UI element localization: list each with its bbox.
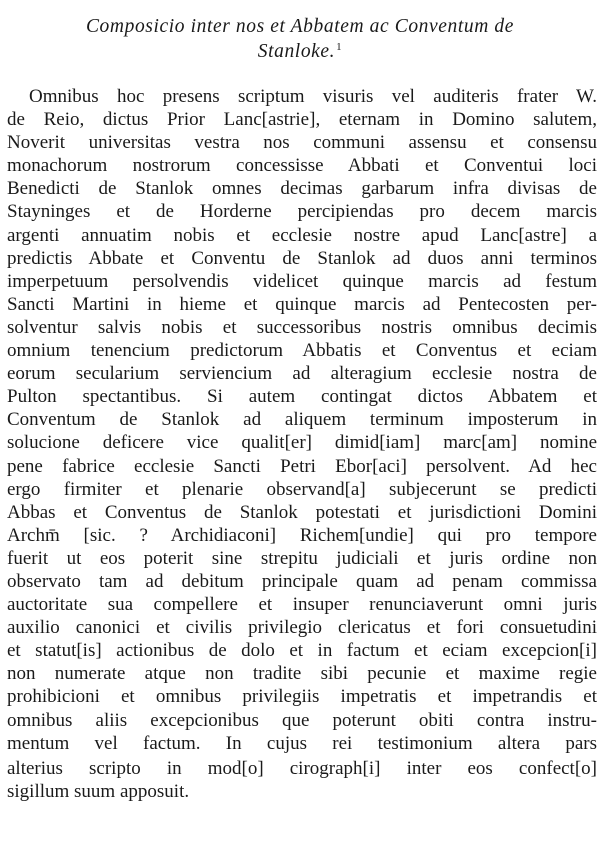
text-line: omnibus aliis excepcionibus que poterunt obiti contra instru- [7, 709, 597, 731]
text-line: Sancti Martini in hieme et quinque marcis ad Pentecosten per- [7, 293, 597, 315]
text-line: fuerit ut eos poterit sine strepitu judiciali et juris ordine non [7, 547, 597, 569]
document-heading [0, 14, 600, 64]
footnote-marker: 1 [336, 41, 343, 53]
text-line: de Reio, dictus Prior Lanc[astrie], eternam in Domino salutem, [7, 109, 597, 131]
text-line: prohibicioni et omnibus privilegiis impetratis et impetrandis et [7, 686, 597, 708]
text-line: eorum secularium serviencium ad alteragium ecclesie nostra de [7, 363, 597, 385]
text-line: observato tam ad debitum principale quam ad penam commissa [7, 570, 597, 592]
heading-line-1: Composicio inter nos et Abbatem ac Conventum de [85, 16, 515, 37]
text-line: Conventum de Stanlok ad aliquem terminum imposterum in [7, 409, 597, 431]
text-line: Archm̄ [sic. ? Archidiaconi] Richem[undie] qui pro tempore [7, 524, 597, 546]
text-line: argenti annuatim nobis et ecclesie nostre apud Lanc[astre] a [7, 224, 597, 246]
text-line: monachorum nostrorum concessisse Abbati et Conventui loci [7, 155, 597, 177]
text-line: Stayninges et de Horderne percipiendas pro decem marcis [7, 201, 597, 223]
heading-line-2 [0, 39, 600, 64]
text-line: Pulton spectantibus. Si autem contingat dictos Abbatem et [7, 386, 597, 408]
text-line: pene fabrice ecclesie Sancti Petri Ebor[aci] persolvent. Ad hec [7, 455, 597, 477]
text-line: ergo firmiter et plenarie observand[a] subjecerunt se predicti [7, 478, 597, 500]
text-line: Benedicti de Stanlok omnes decimas garbarum infra divisas de [7, 178, 597, 200]
text-line: Noverit universitas vestra nos communi assensu et consensu [7, 132, 597, 154]
text-line: Abbas et Conventus de Stanlok potestati et jurisdictioni Domini [7, 501, 597, 523]
text-line: solventur salvis nobis et successoribus nostris omnibus decimis [7, 316, 597, 338]
text-line: auxilio canonici et civilis privilegio clericatus et fori consuetudini [7, 617, 597, 639]
text-line: sigillum suum apposuit. [7, 780, 190, 802]
text-line: imperpetuum persolvendis videlicet quinque marcis ad festum [7, 270, 597, 292]
text-line: alterius scripto in mod[o] cirograph[i] inter eos confect[o] [7, 757, 597, 779]
text-line: omnium tenencium predictorum Abbatis et Conventus et eciam [7, 340, 597, 362]
text-line: Omnibus hoc presens scriptum visuris vel auditeris frater W. [29, 86, 597, 107]
text-line: mentum vel factum. In cujus rei testimonium altera pars [7, 732, 597, 754]
text-line: predictis Abbate et Conventu de Stanlok ad duos anni terminos [7, 247, 597, 269]
text-line: solucione deficere vice qualit[er] dimid[iam] marc[am] nomine [7, 432, 597, 454]
document-body [7, 85, 597, 803]
text-line: et statut[is] actionibus de dolo et in factum et eciam excepcion[i] [7, 640, 597, 662]
text-line: auctoritate sua compellere et insuper renunciaverunt omni juris [7, 594, 597, 616]
heading-line-2-text: Stanloke. [257, 41, 336, 62]
text-line: non numerate atque non tradite sibi pecunie et maxime regie [7, 663, 597, 685]
